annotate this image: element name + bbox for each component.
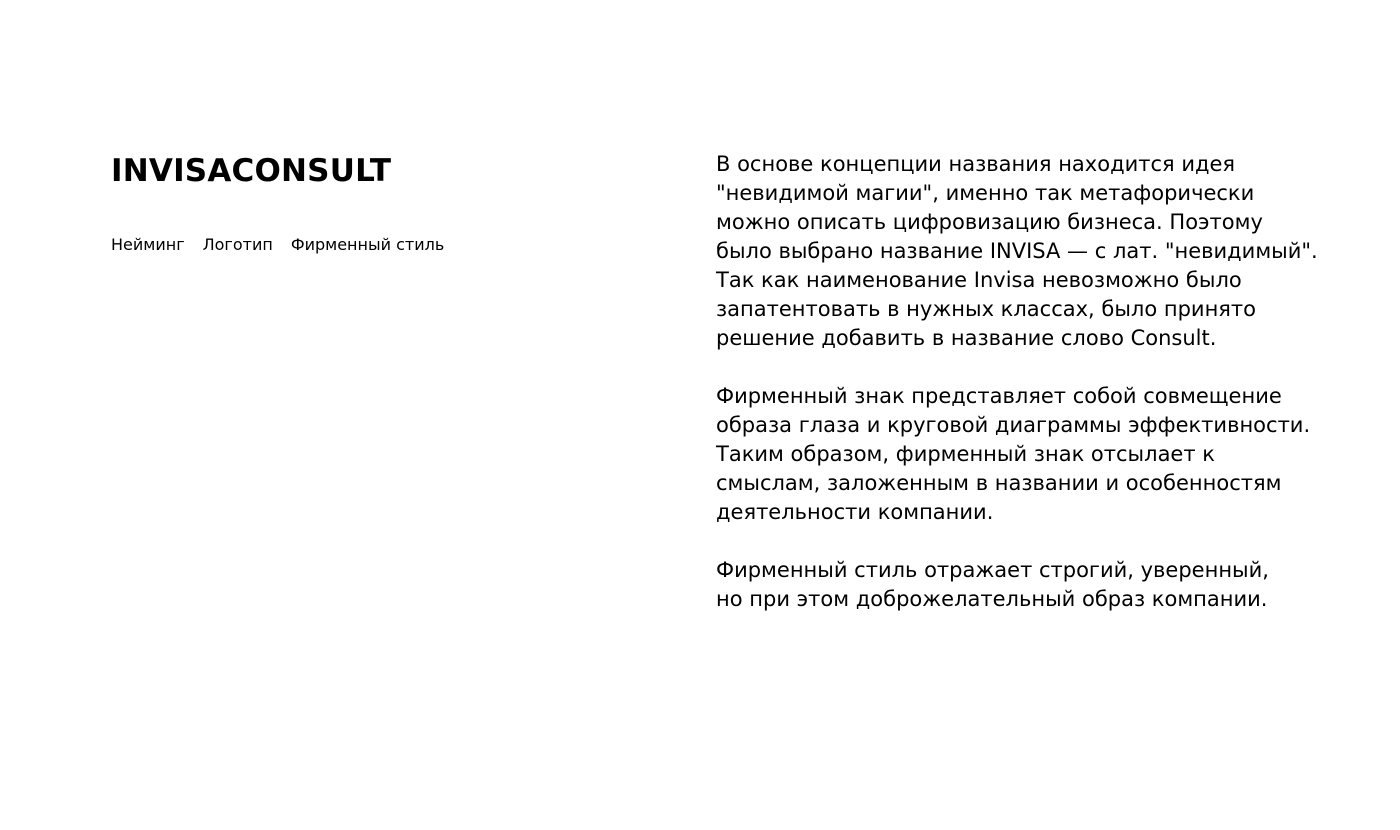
text-line: образа глаза и круговой диаграммы эффективности. — [716, 413, 1311, 437]
tag-logo[interactable]: Логотип — [202, 235, 273, 254]
text-line: Фирменный знак представляет собой совмещение — [716, 384, 1282, 408]
tag-brand-style[interactable]: Фирменный стиль — [290, 235, 445, 254]
description — [716, 150, 1336, 643]
text-line: Так как наименование Invisa невозможно было — [716, 268, 1242, 292]
text-line: В основе концепции названия находится идея — [716, 152, 1236, 176]
paragraph-logo — [716, 382, 1336, 527]
text-line: решение добавить в название слово Consult. — [716, 326, 1217, 350]
project-header — [111, 150, 631, 255]
text-line: "невидимой магии", именно так метафорически — [716, 181, 1255, 205]
text-line: Таким образом, фирменный знак отсылает к — [716, 442, 1215, 466]
text-line: Фирменный стиль отражает строгий, уверенный, — [716, 558, 1269, 582]
paragraph-naming — [716, 150, 1336, 353]
tag-naming[interactable]: Нейминг — [111, 235, 185, 254]
text-line: смыслам, заложенным в названии и особенностям — [716, 471, 1282, 495]
text-line: можно описать цифровизацию бизнеса. Поэтому — [716, 210, 1263, 234]
text-line: запатентовать в нужных классах, было принято — [716, 297, 1257, 321]
text-line: было выбрано название INVISA — с лат. "невидимый". — [716, 239, 1318, 263]
text-line: но при этом доброжелательный образ компании. — [716, 587, 1268, 611]
paragraph-brand-style — [716, 556, 1336, 614]
tag-list — [111, 235, 631, 255]
page-title: INVISACONSULT — [111, 153, 392, 189]
text-line: деятельности компании. — [716, 500, 994, 524]
